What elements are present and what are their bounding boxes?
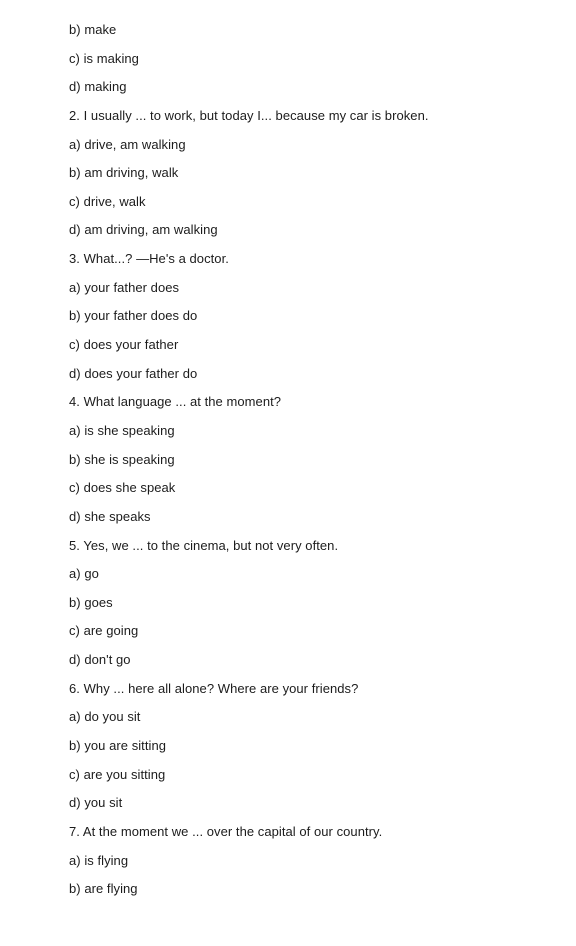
question-text: 7. At the moment we ... over the capital of our country. (69, 823, 383, 839)
answer-option: b) your father does do (69, 308, 198, 324)
answer-option: c) are going (69, 623, 139, 639)
answer-option: b) she is speaking (69, 451, 175, 467)
answer-option: c) are you sitting (69, 766, 166, 782)
answer-option: b) are flying (69, 881, 138, 897)
answer-option: d) she speaks (69, 508, 151, 524)
answer-option: d) am driving, am walking (69, 222, 218, 238)
answer-option: d) you sit (69, 795, 123, 811)
answer-option: d) don't go (69, 652, 131, 668)
question-text: 5. Yes, we ... to the cinema, but not very often. (69, 537, 339, 553)
answer-option: a) is flying (69, 852, 129, 868)
answer-option: b) am driving, walk (69, 165, 179, 181)
answer-option: c) does she speak (69, 480, 176, 496)
question-text: 4. What language ... at the moment? (69, 394, 282, 410)
answer-option: c) is making (69, 50, 139, 66)
answer-option: b) goes (69, 594, 113, 610)
answer-option: d) does your father do (69, 365, 198, 381)
answer-option: a) drive, am walking (69, 136, 186, 152)
question-text: 3. What...? —He's a doctor. (69, 251, 229, 267)
answer-option: a) your father does (69, 279, 180, 295)
answer-option: c) does your father (69, 337, 179, 353)
answer-option: b) you are sitting (69, 738, 167, 754)
question-text: 6. Why ... here all alone? Where are your friends? (69, 680, 359, 696)
question-text: 2. I usually ... to work, but today I... because my car is broken. (69, 107, 429, 123)
answer-option: b) make (69, 22, 117, 37)
answer-option: a) go (69, 566, 99, 582)
answer-option: a) is she speaking (69, 422, 175, 438)
answer-option: c) drive, walk (69, 193, 146, 209)
answer-option: d) making (69, 79, 127, 95)
document-page (69, 20, 556, 908)
answer-option: a) do you sit (69, 709, 141, 725)
